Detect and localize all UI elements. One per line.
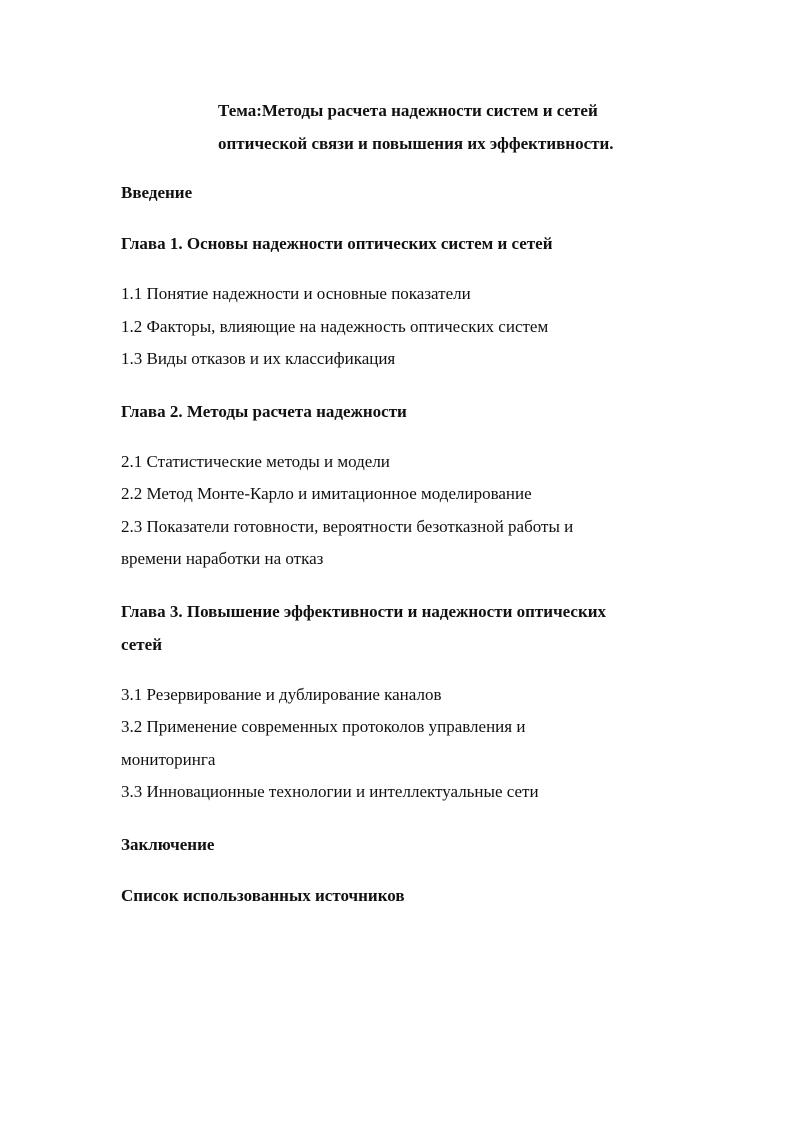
chapter-1-heading: Глава 1. Основы надежности оптических систем и сетей (121, 234, 553, 253)
chapter-3-heading-line-1: Глава 3. Повышение эффективности и надежности оптических (121, 601, 607, 621)
toc-item-2-1: 2.1 Статистические методы и модели (121, 451, 390, 471)
chapter-3-heading-line-2: сетей (121, 634, 162, 654)
chapter-3-heading (121, 595, 681, 661)
references-heading: Список использованных источников (121, 885, 405, 905)
table-of-contents (121, 176, 681, 912)
toc-item-3-2-line-2: мониторинга (121, 749, 216, 769)
chapter-2-heading: Глава 2. Методы расчета надежности (121, 401, 407, 421)
toc-item-3-2-line-1: 3.2 Применение современных протоколов управления и (121, 717, 526, 736)
toc-item-1-2: 1.2 Факторы, влияющие на надежность оптических систем (121, 316, 549, 336)
toc-item-3-1: 3.1 Резервирование и дублирование каналов (121, 684, 442, 704)
toc-item-1-1: 1.1 Понятие надежности и основные показатели (121, 284, 471, 303)
toc-item-3-3: 3.3 Инновационные технологии и интеллектуальные сети (121, 782, 539, 801)
toc-item-1-3: 1.3 Виды отказов и их классификация (121, 349, 396, 368)
toc-item-2-3 (121, 511, 681, 576)
toc-item-3-2 (121, 711, 681, 776)
document-title (218, 94, 688, 160)
toc-item-2-2: 2.2 Метод Монте-Карло и имитационное моделирование (121, 484, 532, 503)
toc-item-2-3-line-1: 2.3 Показатели готовности, вероятности безотказной работы и (121, 516, 574, 536)
conclusion-heading: Заключение (121, 834, 215, 854)
intro-heading: Введение (121, 183, 193, 202)
title-line-2: оптической связи и повышения их эффективности. (218, 134, 614, 153)
toc-item-2-3-line-2: времени наработки на отказ (121, 549, 324, 568)
title-line-1: Тема:Методы расчета надежности систем и сетей (218, 101, 598, 120)
